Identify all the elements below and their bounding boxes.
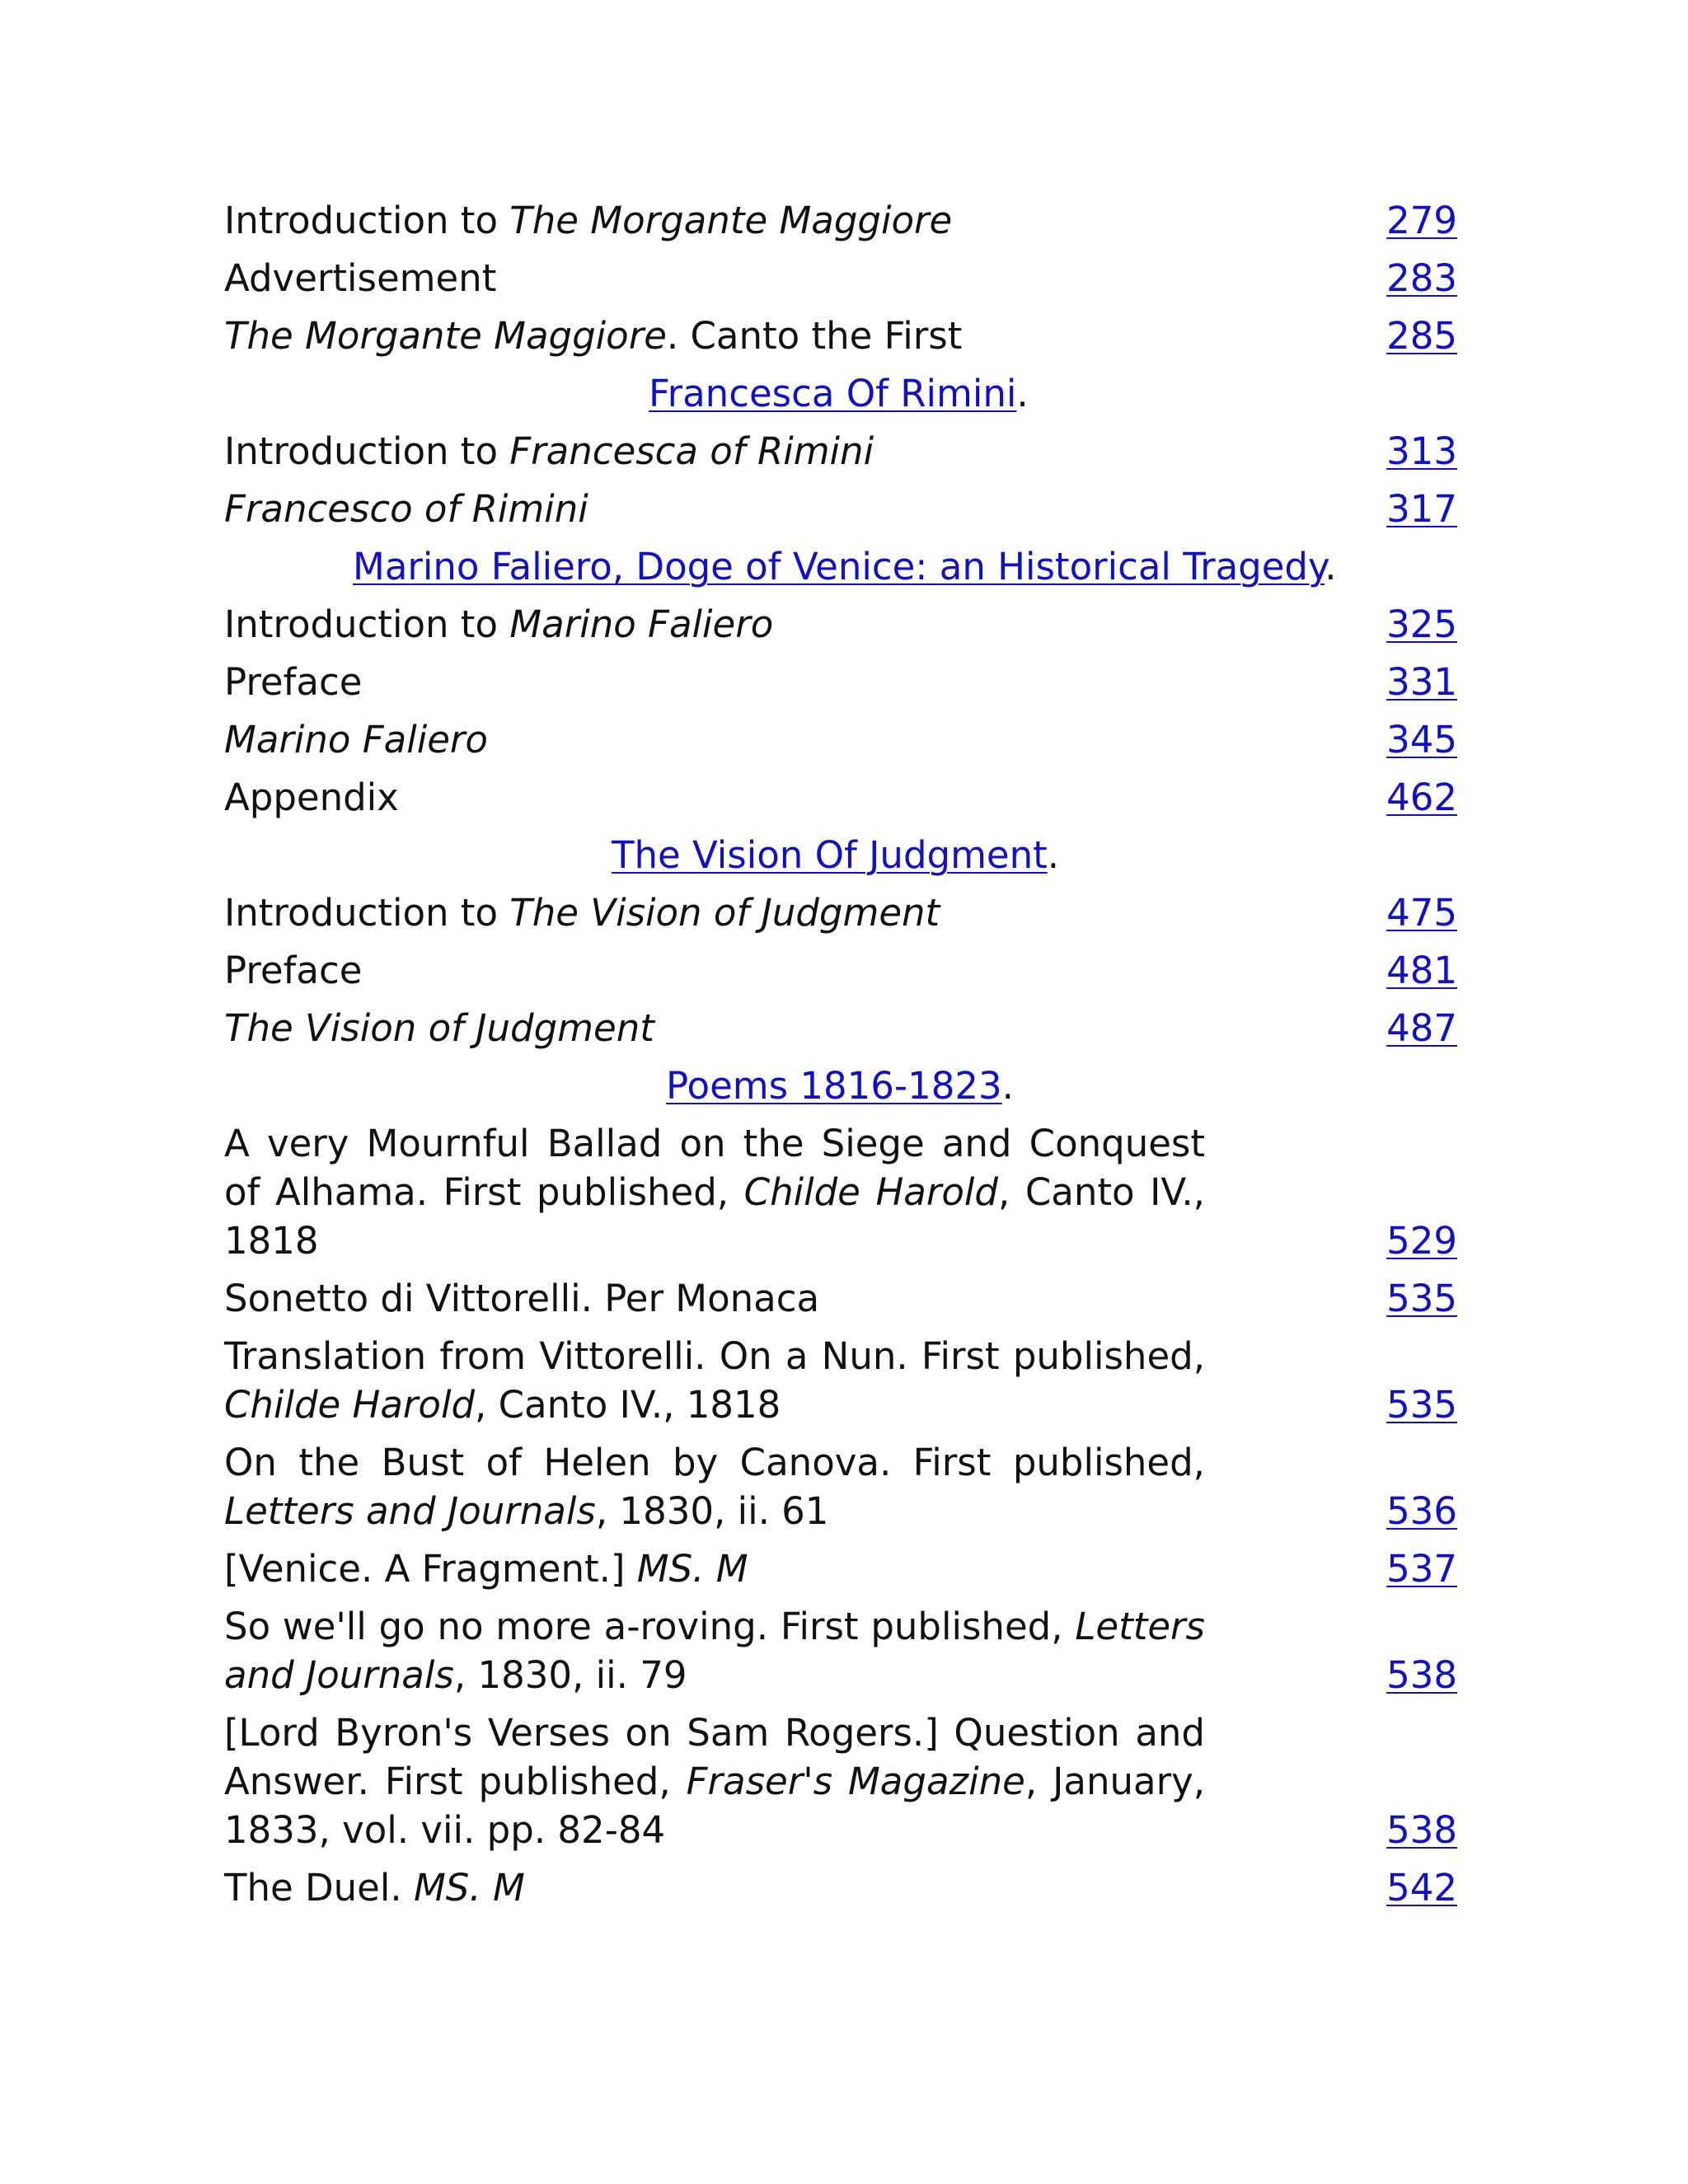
page-number-link[interactable]: 538 [1386,1808,1457,1852]
page-number-link[interactable]: 535 [1386,1383,1457,1427]
page-number-link[interactable]: 537 [1386,1547,1457,1591]
entry-title-text: [Lord Byron's Verses on Sam Rogers.] Question and Answer. First published, [224,1711,1205,1803]
page-number-link[interactable]: 462 [1386,776,1457,819]
entry-title-text: Introduction to [224,199,510,242]
section-heading [224,369,1457,418]
entry-title [224,1544,1205,1593]
heading-period: . [1047,833,1060,877]
toc-entry [224,1004,1457,1052]
toc-entry [224,427,1457,476]
entry-title-text: Introduction to [224,891,510,935]
toc-entry [224,888,1457,937]
entry-title-italic: Marino Faliero [224,718,488,762]
entry-title [224,312,1205,360]
entry-title-text: The Duel. [224,1866,414,1910]
entry-title [224,1119,1205,1265]
entry-title-italic: MS. M [413,1866,525,1910]
toc-entry [224,1602,1457,1699]
entry-title-italic: The Vision of Judgment [224,1006,654,1050]
entry-title [224,485,1205,533]
entry-title-text: Advertisement [224,256,497,300]
entry-title-text: Sonetto di Vittorelli. Per Monaca [224,1277,820,1320]
entry-title [224,1708,1205,1854]
page-number-link[interactable]: 283 [1386,256,1457,300]
table-of-contents [224,196,1457,1921]
section-heading-link[interactable]: The Vision Of Judgment [612,833,1048,877]
entry-title-text: Preface [224,949,363,992]
entry-title [224,715,1205,764]
entry-title-italic: Marino Faliero [509,602,774,646]
toc-entry [224,1863,1457,1912]
entry-title-text: , 1830, ii. 61 [595,1489,829,1533]
page-number-link[interactable]: 542 [1386,1866,1457,1910]
entry-title [224,658,1205,706]
heading-period: . [1016,372,1029,415]
section-heading-link[interactable]: Poems 1816-1823 [666,1064,1002,1108]
page-number-link[interactable]: 331 [1386,660,1457,704]
toc-entry [224,1708,1457,1854]
toc-entry [224,196,1457,245]
page-number-link[interactable]: 487 [1386,1006,1457,1050]
section-heading [224,1062,1457,1110]
entry-title-italic: Francesca of Rimini [509,429,874,473]
entry-title-text: Preface [224,660,363,704]
entry-title [224,427,1205,476]
entry-title [224,600,1205,649]
page-number-link[interactable]: 313 [1386,429,1457,473]
entry-title-text: , Canto IV., 1818 [475,1383,781,1427]
toc-entry [224,658,1457,706]
page-number-link[interactable]: 536 [1386,1489,1457,1533]
page-number-link[interactable]: 285 [1386,314,1457,358]
toc-entry [224,946,1457,995]
entry-title-text: On the Bust of Helen by Canova. First published, [224,1441,1205,1484]
page-number-link[interactable]: 535 [1386,1277,1457,1320]
entry-title [224,888,1205,937]
section-heading-link[interactable]: Francesca Of Rimini [649,372,1017,415]
entry-title [224,196,1205,245]
entry-title-text: , January, 1833, vol. vii. pp. 82-84 [224,1760,1206,1852]
entry-title-italic: Francesco of Rimini [224,487,588,531]
page-number-link[interactable]: 475 [1386,891,1457,935]
toc-entry [224,1332,1457,1429]
entry-title-italic: The Vision of Judgment [509,891,940,935]
entry-title [224,946,1205,995]
heading-period: . [1001,1064,1014,1108]
section-heading [224,831,1457,879]
entry-title [224,1863,1205,1912]
heading-period: . [1325,545,1337,588]
entry-title-text: Introduction to [224,429,510,473]
entry-title-text: , 1830, ii. 79 [453,1653,687,1697]
entry-title-text: Appendix [224,776,399,819]
section-heading [224,542,1457,591]
entry-title-text: [Venice. A Fragment.] [224,1547,637,1591]
entry-title [224,1438,1205,1535]
entry-title-text: Introduction to [224,602,510,646]
entry-title-italic: Childe Harold [224,1383,476,1427]
entry-title [224,1602,1205,1699]
page-number-link[interactable]: 538 [1386,1653,1457,1697]
entry-title-text: , Canto IV., 1818 [224,1170,1205,1263]
toc-entry [224,1544,1457,1593]
toc-entry [224,1438,1457,1535]
toc-entry [224,485,1457,533]
entry-title [224,254,1205,302]
page-number-link[interactable]: 481 [1386,949,1457,992]
toc-entry [224,254,1457,302]
entry-title-italic: Letters and Journals [224,1605,1205,1697]
toc-entry [224,1274,1457,1323]
entry-title-italic: MS. M [636,1547,748,1591]
entry-title [224,773,1205,822]
entry-title-text: So we'll go no more a-roving. First published, [224,1605,1076,1648]
entry-title-text: Translation from Vittorelli. On a Nun. First published, [224,1334,1205,1378]
toc-entry [224,715,1457,764]
toc-entry [224,312,1457,360]
entry-title-text: A very Mournful Ballad on the Siege and Conquest of Alhama. First published, [224,1122,1205,1214]
entry-title-text: . Canto the First [666,314,963,358]
page-number-link[interactable]: 345 [1386,718,1457,762]
entry-title-italic: Childe Harold [743,1170,998,1214]
page-number-link[interactable]: 529 [1386,1219,1457,1263]
page-number-link[interactable]: 279 [1386,199,1457,242]
page-number-link[interactable]: 325 [1386,602,1457,646]
entry-title [224,1004,1205,1052]
page-number-link[interactable]: 317 [1386,487,1457,531]
section-heading-link[interactable]: Marino Faliero, Doge of Venice: an Historical Tragedy [353,545,1325,588]
entry-title-italic: The Morgante Maggiore [509,199,953,242]
entry-title-italic: The Morgante Maggiore [224,314,667,358]
entry-title-italic: Letters and Journals [224,1489,596,1533]
toc-entry [224,600,1457,649]
toc-entry [224,1119,1457,1265]
entry-title [224,1274,1205,1323]
entry-title [224,1332,1205,1429]
entry-title-italic: Fraser's Magazine [686,1760,1025,1803]
toc-entry [224,773,1457,822]
